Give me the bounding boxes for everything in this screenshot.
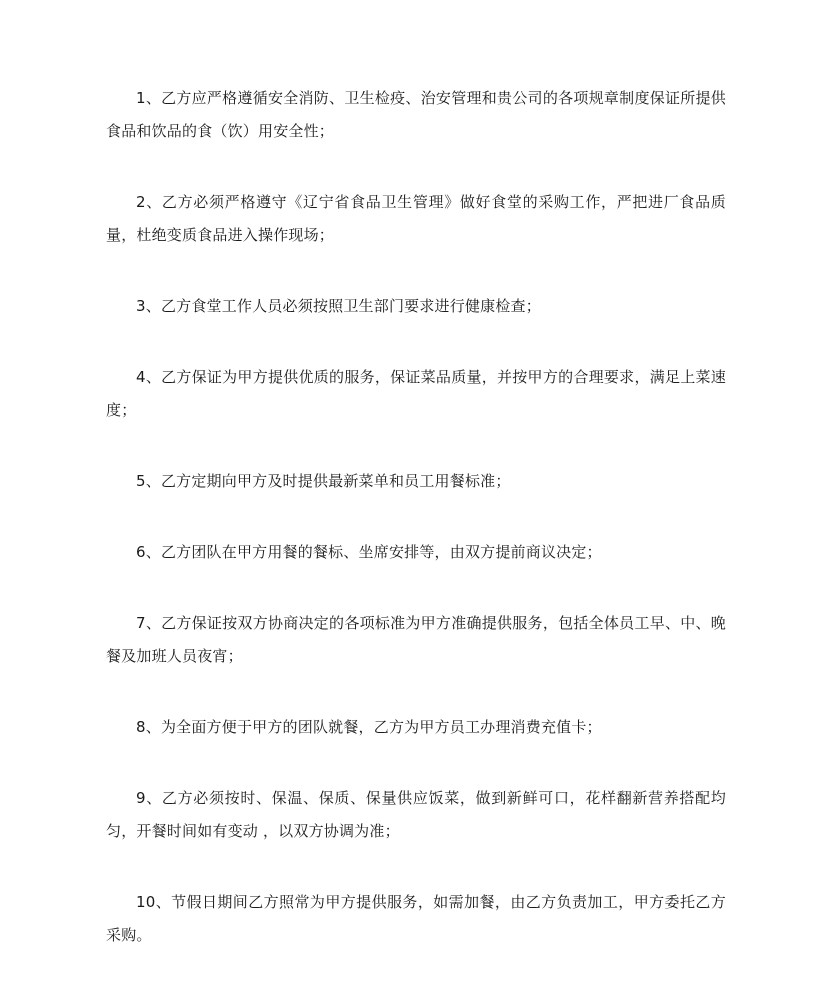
clause-2: 2、乙方必须严格遵守《辽宁省食品卫生管理》做好食堂的采购工作，严把进厂食品质量，杜绝变质食品进入操作现场；	[106, 193, 726, 244]
clause-3: 3、乙方食堂工作人员必须按照卫生部门要求进行健康检查；	[136, 297, 541, 315]
clause-10: 10、节假日期间乙方照常为甲方提供服务，如需加餐，由乙方负责加工，甲方委托乙方采购。	[106, 893, 726, 944]
clause-7: 7、乙方保证按双方协商决定的各项标准为甲方准确提供服务，包括全体员工早、中、晚餐及加班人员夜宵；	[106, 614, 726, 665]
clause-8: 8、为全面方便于甲方的团队就餐，乙方为甲方员工办理消费充值卡；	[136, 718, 602, 736]
clause-list	[106, 82, 726, 990]
clause-6: 6、乙方团队在甲方用餐的餐标、坐席安排等，由双方提前商议决定；	[136, 543, 602, 561]
clause-4: 4、乙方保证为甲方提供优质的服务，保证菜品质量，并按甲方的合理要求，满足上菜速度；	[106, 368, 726, 419]
clause-5: 5、乙方定期向甲方及时提供最新菜单和员工用餐标准；	[136, 472, 511, 490]
clause-1: 1、乙方应严格遵循安全消防、卫生检疫、治安管理和贵公司的各项规章制度保证所提供食品和饮品的食（饮）用安全性；	[106, 89, 726, 140]
clause-9: 9、乙方必须按时、保温、保质、保量供应饭菜，做到新鲜可口，花样翻新营养搭配均匀，开餐时间如有变动 ，以双方协调为准；	[106, 789, 726, 840]
